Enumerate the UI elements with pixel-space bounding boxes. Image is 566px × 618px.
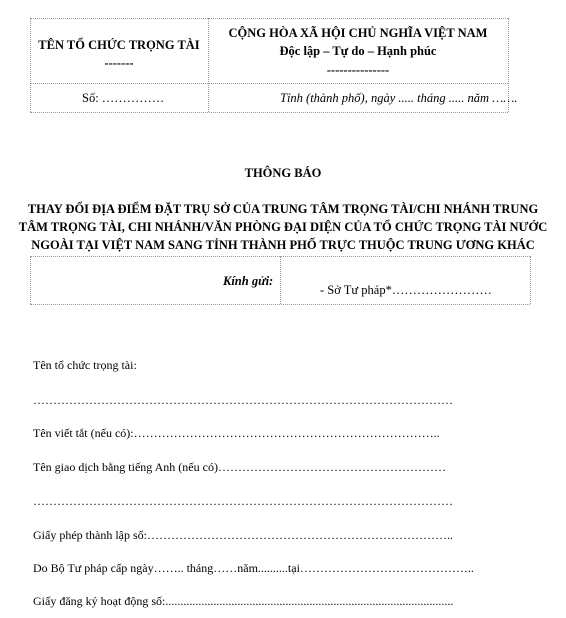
org-name-dash: -------	[104, 56, 134, 70]
motto-dash: ---------------	[326, 63, 390, 77]
notice-subtitle-line1: THAY ĐỔI ĐỊA ĐIỂM ĐẶT TRỤ SỞ CỦA TRUNG TÂM TRỌNG TÀI/CHI NHÁNH TRUNG	[27, 202, 539, 216]
recipient-border-left	[30, 256, 31, 304]
header-border-middle	[30, 83, 508, 84]
recipient-border-divider	[280, 256, 281, 304]
motto: Độc lập – Tự do – Hạnh phúc	[279, 44, 437, 58]
field-license: Giấy phép thành lập số:…………………………………………………………………..	[33, 528, 453, 542]
notice-subtitle-line3: NGOÀI TẠI VIỆT NAM SANG TỈNH THÀNH PHỐ TRỰC THUỘC TRUNG ƯƠNG KHÁC	[31, 238, 535, 252]
place-date: Tỉnh (thành phố), ngày ..... tháng ..... năm …….	[280, 91, 518, 105]
document-number: Số: ……………	[82, 91, 165, 105]
field-issued-by: Do Bộ Tư pháp cấp ngày…….. tháng……năm..........tại……………………………………..	[33, 561, 474, 575]
org-name-heading: TÊN TỔ CHỨC TRỌNG TÀI	[38, 38, 200, 52]
field-registration: Giấy đăng ký hoạt động số:................................................................................................	[33, 594, 454, 608]
field-abbreviation: Tên viết tắt (nếu có):…………………………………………………………………..	[33, 426, 440, 440]
header-border-top	[30, 18, 508, 19]
field-dots-line-1: ……………………………………………………………………………………………	[33, 393, 453, 407]
recipient-value: - Sở Tư pháp*……………………	[320, 283, 492, 297]
field-dots-line-2: ……………………………………………………………………………………………	[33, 494, 453, 508]
header-border-bottom	[30, 112, 508, 113]
country-heading: CỘNG HÒA XÃ HỘI CHỦ NGHĨA VIỆT NAM	[228, 26, 488, 40]
recipient-border-right	[530, 256, 531, 304]
notice-title: THÔNG BÁO	[244, 166, 322, 180]
field-org-name: Tên tổ chức trọng tài:	[33, 358, 137, 372]
field-english-name: Tên giao dịch bằng tiếng Anh (nếu có)…………………………………………………	[33, 460, 446, 474]
recipient-border-bottom	[30, 304, 530, 305]
notice-subtitle-line2: TÂM TRỌNG TÀI, CHI NHÁNH/VĂN PHÒNG ĐẠI DIỆN CỦA TỔ CHỨC TRỌNG TÀI NƯỚC	[18, 220, 548, 234]
recipient-label: Kính gửi:	[223, 274, 274, 288]
